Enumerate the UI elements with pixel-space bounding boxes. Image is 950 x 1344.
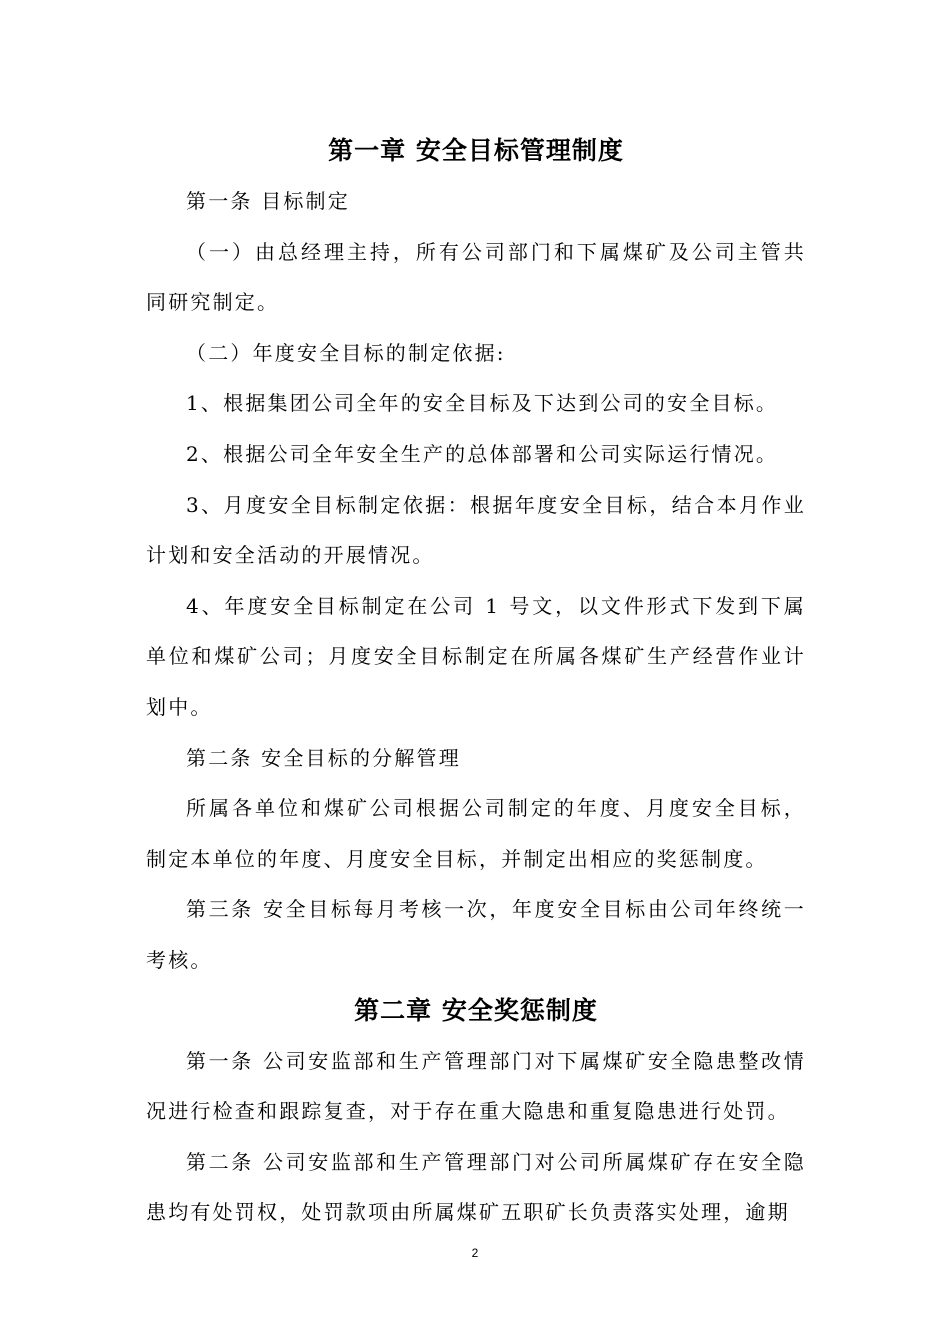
chapter-1-paragraph: 所属各单位和煤矿公司根据公司制定的年度、月度安全目标，制定本单位的年度、月度安全目标，并制定出相应的奖惩制度。 [146,796,806,871]
chapter-2-paragraph: 第一条 公司安监部和生产管理部门对下属煤矿安全隐患整改情况进行检查和跟踪复查，对于存在重大隐患和重复隐患进行处罚。 [146,1048,806,1124]
chapter-2-paragraph: 第二条 公司安监部和生产管理部门对公司所属煤矿存在安全隐患均有处罚权，处罚款项由所属煤矿五职矿长负责落实处理，逾期 [146,1149,806,1225]
chapter-1-paragraph: 第一条 目标制定 [186,189,350,213]
chapter-2-title: 第二章 安全奖惩制度 [354,995,598,1025]
chapter-1-paragraph: 3、月度安全目标制定依据：根据年度安全目标，结合本月作业计划和安全活动的开展情况。 [146,492,806,568]
chapter-1-paragraph: 4、年度安全目标制定在公司 1 号文，以文件形式下发到下属单位和煤矿公司；月度安全目标制定在所属各煤矿生产经营作业计划中。 [146,593,806,719]
chapter-1-paragraph: 第三条 安全目标每月考核一次，年度安全目标由公司年终统一考核。 [146,897,806,972]
chapter-1-paragraph: （二）年度安全目标的制定依据: [186,340,506,365]
document-body [146,176,806,1238]
chapter-1-paragraph: 2、根据公司全年安全生产的总体部署和公司实际运行情况。 [186,441,779,466]
chapter-1-paragraph: 1、根据集团公司全年的安全目标及下达到公司的安全目标。 [186,391,779,416]
chapter-1-paragraph: 第二条 安全目标的分解管理 [186,745,461,770]
chapter-1-title: 第一章 安全目标管理制度 [328,136,624,165]
page-number: 2 [471,1246,479,1260]
chapter-1-paragraph: （一）由总经理主持，所有公司部门和下属煤矿及公司主管共同研究制定。 [146,239,806,315]
